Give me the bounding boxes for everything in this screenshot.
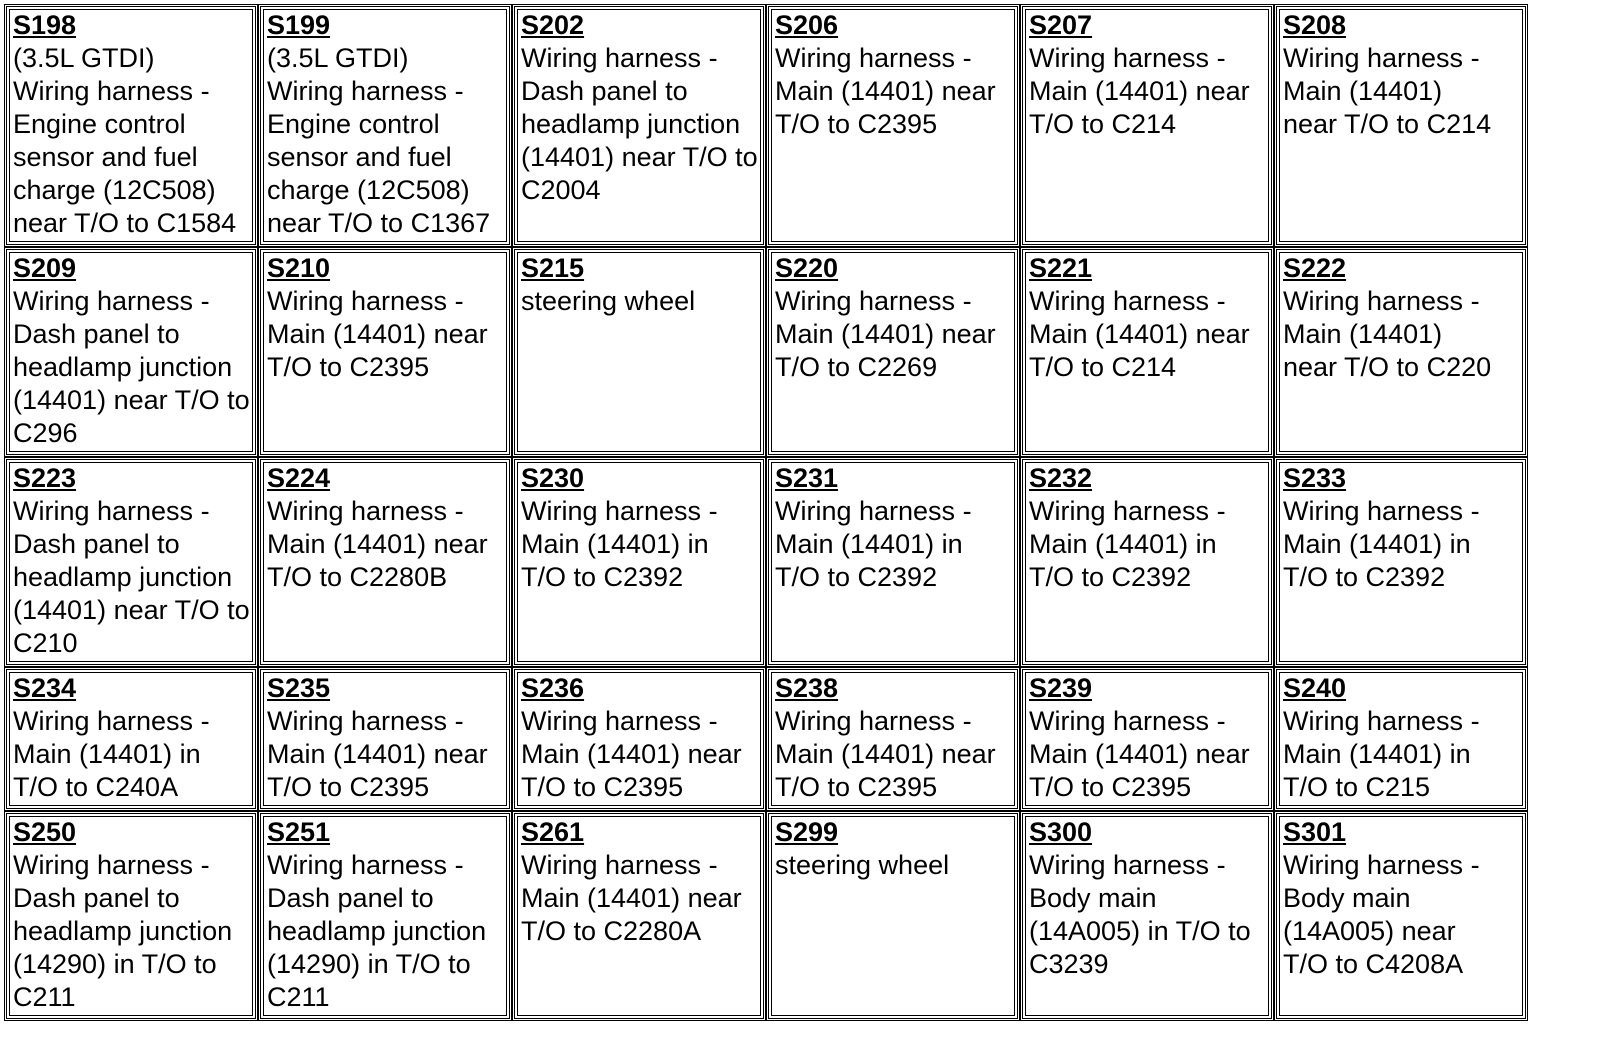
splice-location: Wiring harness - Main (14401) near T/O to C214 [1029, 286, 1250, 382]
splice-location: Wiring harness - Main (14401) near T/O to C2280B [267, 496, 488, 592]
splice-cell [1274, 457, 1528, 667]
splice-code: S199 [267, 10, 331, 40]
splice-cell [1020, 247, 1274, 457]
splice-location: Wiring harness - Main (14401) in T/O to C2392 [775, 496, 972, 592]
splice-cell [258, 247, 512, 457]
splice-code: S238 [775, 673, 839, 703]
table-row [4, 457, 1528, 667]
splice-cell [4, 811, 258, 1021]
splice-code: S236 [521, 673, 585, 703]
splice-code: S250 [13, 817, 77, 847]
splice-code: S222 [1283, 253, 1347, 283]
splice-location: steering wheel [775, 850, 950, 880]
splice-code: S202 [521, 10, 585, 40]
splice-location: Wiring harness - Main (14401) near T/O to C2269 [775, 286, 996, 382]
splice-cell [258, 811, 512, 1021]
splice-location: Wiring harness - Main (14401) near T/O to C2280A [521, 850, 742, 946]
splice-cell [258, 667, 512, 811]
splice-code: S209 [13, 253, 77, 283]
splice-code: S223 [13, 463, 77, 493]
splice-location: Wiring harness - Body main (14A005) in T/O to C3239 [1029, 850, 1251, 979]
splice-cell [1274, 4, 1528, 247]
splice-code: S206 [775, 10, 839, 40]
splice-location: Wiring harness - Main (14401) in T/O to C2392 [521, 496, 718, 592]
splice-cell [1274, 811, 1528, 1021]
splice-location: Wiring harness - Dash panel to headlamp junction (14401) near T/O to C296 [13, 286, 250, 448]
splice-location: Wiring harness - Main (14401) near T/O to C2395 [775, 43, 996, 139]
splice-cell [766, 4, 1020, 247]
splice-code: S251 [267, 817, 331, 847]
splice-code: S208 [1283, 10, 1347, 40]
splice-code: S220 [775, 253, 839, 283]
splice-cell [1274, 667, 1528, 811]
splice-location: (3.5L GTDI) Wiring harness - Engine control sensor and fuel charge (12C508) near T/O to C1584 [13, 43, 237, 238]
splice-cell [1020, 667, 1274, 811]
splice-cell [4, 457, 258, 667]
splice-cell [766, 667, 1020, 811]
splice-location: Wiring harness - Main (14401) in T/O to C215 [1283, 706, 1480, 802]
splice-cell [4, 667, 258, 811]
splice-cell [766, 247, 1020, 457]
splice-location: Wiring harness - Dash panel to headlamp junction (14401) near T/O to C210 [13, 496, 250, 658]
splice-cell [512, 811, 766, 1021]
splice-code: S301 [1283, 817, 1347, 847]
splice-location: Wiring harness - Dash panel to headlamp junction (14401) near T/O to C2004 [521, 43, 758, 205]
splice-code: S299 [775, 817, 839, 847]
splice-cell [766, 457, 1020, 667]
splice-cell [512, 247, 766, 457]
splice-location: Wiring harness - Main (14401) near T/O to C2395 [775, 706, 996, 802]
splice-cell [766, 811, 1020, 1021]
splice-cell [512, 457, 766, 667]
splice-location: Wiring harness - Dash panel to headlamp junction (14290) in T/O to C211 [13, 850, 233, 1012]
splice-code: S221 [1029, 253, 1093, 283]
splice-location: Wiring harness - Body main (14A005) near T/O to C4208A [1283, 850, 1480, 979]
splice-code: S224 [267, 463, 331, 493]
splice-code: S207 [1029, 10, 1093, 40]
splice-location: Wiring harness - Main (14401) near T/O to C214 [1029, 43, 1250, 139]
table-row [4, 247, 1528, 457]
splice-code: S215 [521, 253, 585, 283]
table-row [4, 667, 1528, 811]
splice-code: S235 [267, 673, 331, 703]
splice-code: S234 [13, 673, 77, 703]
splice-cell [512, 667, 766, 811]
splice-location: Wiring harness - Main (14401) near T/O to C2395 [521, 706, 742, 802]
table-row [4, 4, 1528, 247]
splice-cell [1020, 811, 1274, 1021]
splice-code: S233 [1283, 463, 1347, 493]
splice-cell [4, 247, 258, 457]
splice-code: S230 [521, 463, 585, 493]
splice-location: Wiring harness - Main (14401) in T/O to C240A [13, 706, 210, 802]
splice-location: Wiring harness - Dash panel to headlamp junction (14290) in T/O to C211 [267, 850, 487, 1012]
splice-location: Wiring harness - Main (14401) near T/O to C2395 [267, 706, 488, 802]
splice-location-table [4, 4, 1528, 1021]
table-row [4, 811, 1528, 1021]
splice-code: S300 [1029, 817, 1093, 847]
splice-code: S240 [1283, 673, 1347, 703]
splice-location: Wiring harness - Main (14401) in T/O to C2392 [1283, 496, 1480, 592]
splice-code: S210 [267, 253, 331, 283]
splice-code: S239 [1029, 673, 1093, 703]
splice-cell [258, 457, 512, 667]
splice-code: S231 [775, 463, 839, 493]
splice-location: Wiring harness - Main (14401) near T/O to C2395 [1029, 706, 1250, 802]
splice-cell [512, 4, 766, 247]
splice-cell [1020, 4, 1274, 247]
splice-cell [1274, 247, 1528, 457]
splice-location: steering wheel [521, 286, 696, 316]
splice-location: Wiring harness - Main (14401) near T/O to C220 [1283, 286, 1492, 382]
splice-cell [4, 4, 258, 247]
splice-code: S232 [1029, 463, 1093, 493]
splice-cell [258, 4, 512, 247]
splice-location: Wiring harness - Main (14401) near T/O to C2395 [267, 286, 488, 382]
splice-cell [1020, 457, 1274, 667]
splice-location: (3.5L GTDI) Wiring harness - Engine control sensor and fuel charge (12C508) near T/O to C1367 [267, 43, 491, 238]
splice-code: S198 [13, 10, 77, 40]
splice-code: S261 [521, 817, 585, 847]
splice-location: Wiring harness - Main (14401) near T/O to C214 [1283, 43, 1492, 139]
splice-location: Wiring harness - Main (14401) in T/O to C2392 [1029, 496, 1226, 592]
